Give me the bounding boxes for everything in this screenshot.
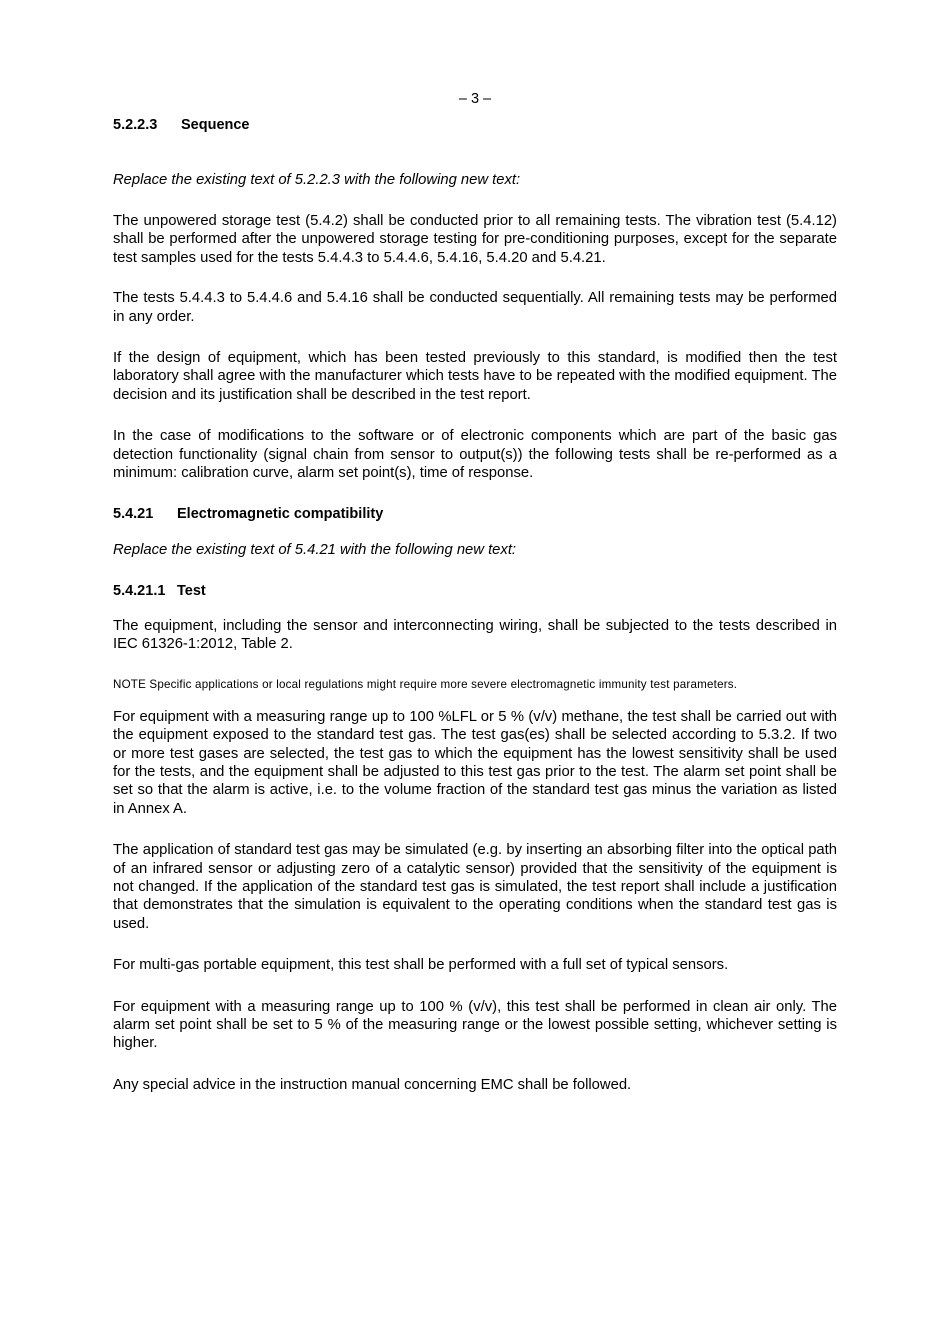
- paragraph: Any special advice in the instruction manual concerning EMC shall be followed.: [113, 1076, 632, 1093]
- section-number: 5.4.21: [113, 506, 154, 523]
- page-number: – 3 –: [458, 91, 492, 107]
- amendment-instruction: Replace the existing text of 5.4.21 with the following new text:: [113, 541, 517, 558]
- paragraph: The application of standard test gas may be simulated (e.g. by inserting an absorbing filter into the optical path of an infrared sensor or adjusting zero of a catalytic sensor) provided that the sensitivity of the equipment is not changed. If the application of the standard test gas is simulated, the test report shall include a justification that demonstrates that the simulation is equivalent to the operating conditions when the standard test gas is used.: [113, 842, 837, 932]
- paragraph: If the design of equipment, which has been tested previously to this standard, is modified then the test laboratory shall agree with the manufacturer which tests have to be repeated with the modified equipment. The decision and its justification shall be described in the test report.: [113, 350, 837, 403]
- paragraph: The unpowered storage test (5.4.2) shall be conducted prior to all remaining tests. The vibration test (5.4.12) shall be performed after the unpowered storage testing for pre-conditioning purposes, except for the separate test samples used for the tests 5.4.4.3 to 5.4.4.6, 5.4.16, 5.4.20 and 5.4.21.: [113, 213, 837, 266]
- paragraph: The tests 5.4.4.3 to 5.4.4.6 and 5.4.16 shall be conducted sequentially. All remaining tests may be performed in any order.: [113, 290, 837, 325]
- note: NOTE Specific applications or local regulations might require more severe electromagnetic immunity test parameters.: [113, 677, 738, 691]
- section-title: Electromagnetic compatibility: [177, 506, 384, 523]
- paragraph: The equipment, including the sensor and interconnecting wiring, shall be subjected to the tests described in IEC 61326-1:2012, Table 2.: [113, 617, 837, 653]
- section-heading-5-2-2-3: [113, 116, 837, 135]
- section-title: Test: [177, 583, 206, 600]
- section-number: 5.2.2.3: [113, 117, 158, 133]
- paragraph: For multi-gas portable equipment, this test shall be performed with a full set of typical sensors.: [113, 957, 729, 974]
- paragraph: For equipment with a measuring range up to 100 % (v/v), this test shall be performed in clean air only. The alarm set point shall be set to 5 % of the measuring range or the lowest possible setting, whichever setting is higher.: [113, 998, 837, 1052]
- paragraph: In the case of modifications to the software or of electronic components which are part of the basic gas detection functionality (signal chain from sensor to output(s)) the following tests shall be re-performed as a minimum: calibration curve, alarm set point(s), time of response.: [113, 428, 837, 482]
- section-number: 5.4.21.1: [113, 583, 166, 600]
- section-heading-5-4-21-1: [113, 582, 837, 601]
- page-content: [113, 116, 837, 1094]
- amendment-instruction: Replace the existing text of 5.2.2.3 with the following new text:: [113, 171, 521, 188]
- section-title: Sequence: [181, 117, 250, 133]
- section-heading-5-4-21: [113, 505, 837, 524]
- paragraph: For equipment with a measuring range up to 100 %LFL or 5 % (v/v) methane, the test shall be carried out with the equipment exposed to the standard test gas. The test gas(es) shall be selected according to 5.3.2. If two or more test gases are selected, the test gas to which the equipment has the lowest sensitivity shall be used for the tests, and the equipment shall be adjusted to this test gas prior to the test. The alarm set point shall be set so that the alarm is active, i.e. to the volume fraction of the standard test gas minus the variation as listed in Annex A.: [113, 708, 837, 817]
